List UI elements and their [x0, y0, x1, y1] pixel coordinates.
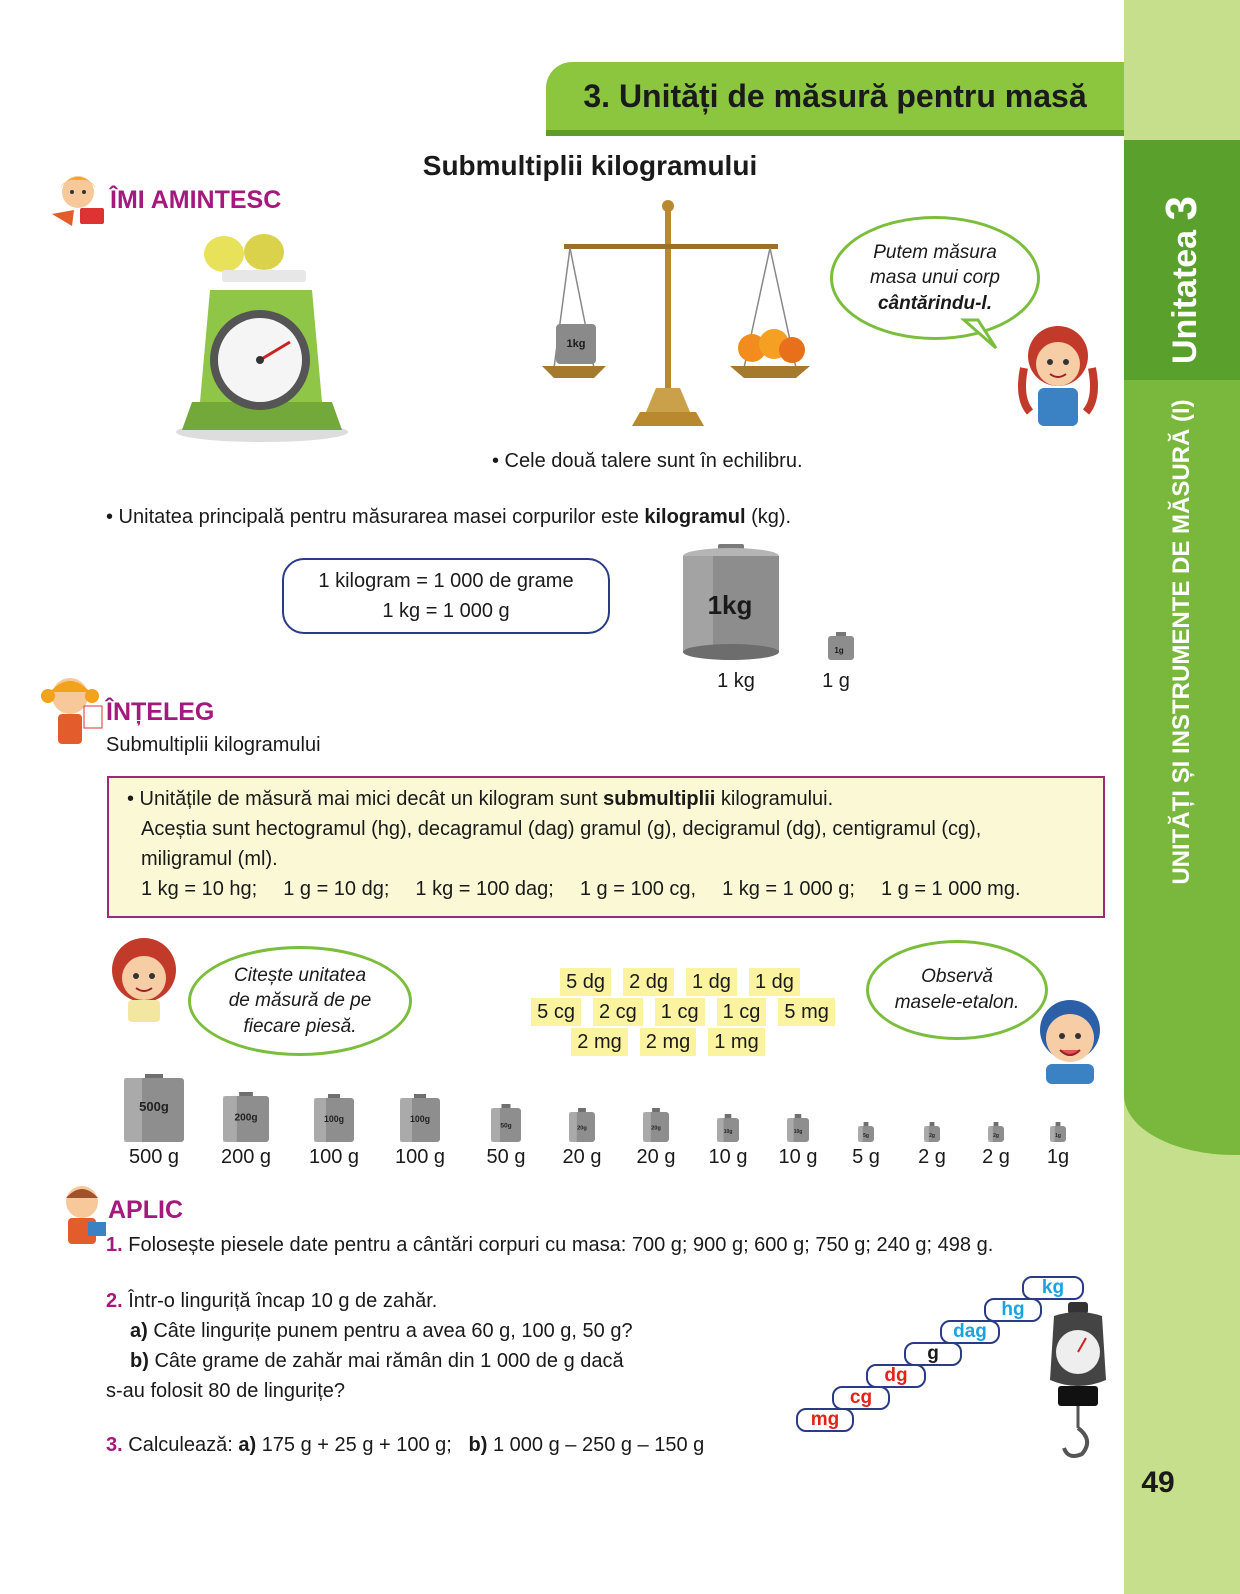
speech-tail-icon [960, 316, 1000, 352]
remember-heading: ÎMI AMINTESC [110, 186, 282, 214]
ladder-mg: mg [796, 1408, 854, 1432]
weight-piece-icon [312, 1094, 356, 1144]
boy-writing-icon [54, 1182, 110, 1248]
understand-subheading: Submultiplii kilogramului [106, 734, 321, 756]
exercise-3: 3. Calculează: a) 175 g + 25 g + 100 g; b) 1 000 g – 250 g – 150 g [106, 1434, 705, 1456]
exercise-2b: b) Câte grame de zahăr mai rămân din 1 000 de g dacă [130, 1350, 624, 1372]
submultiples-line-1: • Unitățile de măsură mai mici decât un kilogram sunt submultiplii kilogramului. [127, 788, 834, 810]
weight-stamp: 100g [409, 1113, 431, 1124]
exercise-1: 1. Folosește piesele date pentru a cântări corpuri cu masa: 700 g; 900 g; 600 g; 750 g; 240 g; 498 g. [106, 1234, 994, 1256]
weight-label: 1g [1046, 1146, 1070, 1168]
lesson-title-tab [546, 62, 1124, 130]
kitchen-scale-icon [172, 232, 352, 444]
big-weight-label: 1 kg [717, 670, 755, 692]
ladder-dag: dag [940, 1320, 1000, 1344]
tags-row-2: 5 cg 2 cg 1 cg 1 cg 5 mg [488, 998, 878, 1026]
weight-stamp: 2g [929, 1133, 935, 1140]
weight-stamp: 2g [993, 1133, 999, 1140]
weight-piece-icon [1048, 1122, 1068, 1144]
boy-smiling-icon [1026, 990, 1114, 1084]
balance-caption: • Cele două talere sunt în echilibru. [492, 450, 803, 472]
hanging-scale-icon [1042, 1300, 1114, 1462]
balance-weight-label: 1kg [566, 338, 586, 350]
weight-stamp: 500g [139, 1098, 169, 1114]
apply-heading: APLIC [108, 1196, 183, 1224]
weight-piece-icon [986, 1122, 1006, 1144]
small-weight-stamp: 1g [834, 646, 844, 655]
weight-label: 10 g [778, 1146, 818, 1168]
submultiples-line-3: miligramul (ml). [141, 848, 278, 870]
weight-label: 20 g [562, 1146, 602, 1168]
weight-label: 200 g [220, 1146, 272, 1168]
speech-bubble-measure: Putem măsura masa unui corp cântărindu-l. [830, 216, 1040, 340]
exercise-2: 2. Într-o linguriță încap 10 g de zahăr. [106, 1290, 438, 1312]
weight-label: 100 g [394, 1146, 446, 1168]
equivalences-row: 1 kg = 10 hg; 1 g = 10 dg; 1 kg = 100 dag; 1 g = 100 cg, 1 kg = 1 000 g; 1 g = 1 000 mg. [141, 878, 1021, 900]
girl-pointing-icon [98, 930, 190, 1024]
weight-label: 100 g [308, 1146, 360, 1168]
main-unit-statement: • Unitatea principală pentru măsurarea masei corpurilor este kilogramul (kg). [106, 506, 792, 528]
weight-stamp: 50g [500, 1122, 512, 1130]
ladder-kg: kg [1022, 1276, 1084, 1300]
ladder-cg: cg [832, 1386, 890, 1410]
weight-piece-icon [856, 1122, 876, 1144]
small-weight-label: 1 g [822, 670, 850, 692]
weight-label: 2 g [982, 1146, 1010, 1168]
weight-piece-icon [922, 1122, 942, 1144]
kilogram-definition-box: 1 kilogram = 1 000 de grame 1 kg = 1 000 g [282, 558, 610, 634]
tags-row-3: 2 mg 2 mg 1 mg [548, 1028, 788, 1056]
unit-label: Unitatea 3 [1157, 195, 1206, 365]
weight-piece-icon [489, 1104, 523, 1144]
weight-piece-icon [785, 1114, 811, 1144]
weight-label: 2 g [918, 1146, 946, 1168]
weight-label: 500 g [128, 1146, 180, 1168]
exercise-2a: a) Câte lingurițe punem pentru a avea 60 g, 100 g, 50 g? [130, 1320, 633, 1342]
weight-label: 5 g [852, 1146, 880, 1168]
weight-stamp: 5g [863, 1133, 869, 1140]
weight-stamp: 20g [577, 1125, 587, 1132]
ladder-dg: dg [866, 1364, 926, 1388]
balance-scale-icon [534, 198, 822, 428]
ladder-hg: hg [984, 1298, 1042, 1322]
weight-stamp: 200g [234, 1112, 258, 1124]
girl-reading-icon [44, 170, 108, 232]
speech-bubble-read-units: Citește unitatea de măsură de pe fiecare piesă. [188, 946, 412, 1056]
weight-label: 50 g [486, 1146, 526, 1168]
section-subtitle: Submultiplii kilogramului [422, 150, 758, 181]
weight-stamp: 20g [651, 1125, 661, 1132]
big-weight-stamp: 1kg [707, 590, 753, 620]
girl-red-hair-icon [1014, 318, 1100, 436]
girl-holding-card-icon [34, 670, 106, 756]
weight-piece-icon [221, 1092, 271, 1144]
understand-heading: ÎNȚELEG [106, 698, 215, 726]
weight-piece-icon [715, 1114, 741, 1144]
weight-piece-icon [122, 1074, 186, 1144]
weight-piece-icon [641, 1108, 671, 1144]
exercise-2b-continued: s-au folosit 80 de lingurițe? [106, 1380, 346, 1402]
tags-row-1: 5 dg 2 dg 1 dg 1 dg [520, 968, 840, 996]
weight-label: 10 g [708, 1146, 748, 1168]
ladder-g: g [904, 1342, 962, 1366]
speech-bubble-observe: Observă masele-etalon. [866, 940, 1048, 1040]
weight-stamp: 10g [793, 1128, 803, 1135]
weight-piece-icon [567, 1108, 597, 1144]
weight-label: 20 g [636, 1146, 676, 1168]
weight-stamp: 1g [1055, 1133, 1061, 1140]
weight-stamp: 10g [723, 1128, 733, 1135]
submultiples-box [107, 776, 1105, 918]
weight-stamp: 100g [323, 1113, 345, 1124]
weight-piece-icon [398, 1094, 442, 1144]
submultiples-line-2: Aceștia sunt hectogramul (hg), decagramul (dag) gramul (g), decigramul (dg), centigramul (cg), [141, 818, 982, 840]
unit-subtitle: UNITĂȚI ȘI INSTRUMENTE DE MĂSURĂ (I) [1168, 399, 1195, 885]
lesson-title: 3. Unități de măsură pentru masă [583, 78, 1087, 114]
page-number: 49 [1141, 1466, 1175, 1499]
